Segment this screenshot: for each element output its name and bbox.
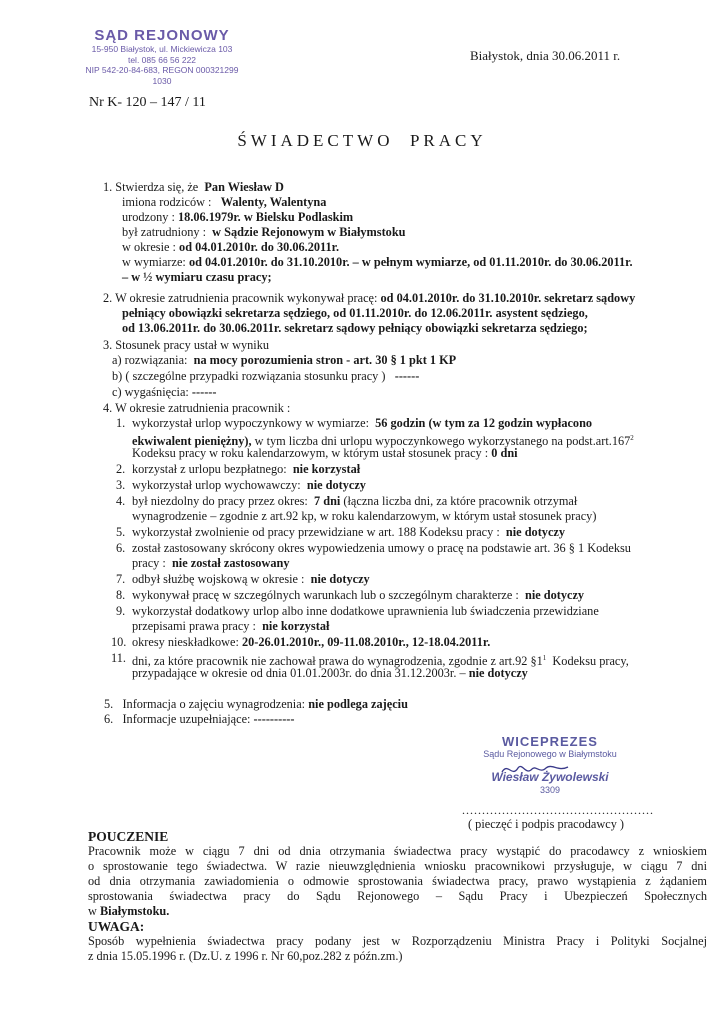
item-9-line-1: wykorzystał dodatkowy urlop albo inne dodatkowe uprawnienia lub świadczenia przewidziane bbox=[132, 604, 599, 618]
pouczenie-line-2: o sprostowanie tego świadectwa. W razie nieuwzględnienia wniosku pracownikowi przysługuje, w ciągu 7 dni bbox=[88, 859, 707, 873]
item-9-number: 9. bbox=[116, 604, 126, 618]
item-1-line-3: Kodeksu pracy w roku kalendarzowym, w którym ustał stosunek pracy : 0 dni bbox=[132, 446, 518, 460]
item-5-number: 5. bbox=[116, 525, 126, 539]
section-5-line: 5. Informacja o zajęciu wynagrodzenia: nie podlega zajęciu bbox=[104, 697, 408, 711]
termination-reason: a) rozwiązania: na mocy porozumienia stron - art. 30 § 1 pkt 1 KP bbox=[112, 353, 457, 367]
pouczenie-line-5: w Białymstoku. bbox=[88, 904, 170, 918]
employee-name: Pan Wiesław D bbox=[204, 180, 284, 194]
item-6-line-1: został zastosowany skrócony okres wypowiedzenia umowy o pracę na podstawie art. 36 § 1 Kodeksu bbox=[132, 541, 631, 555]
item-8-line: wykonywał pracę w szczególnych warunkach lub o szczególnym charakterze : nie dotyczy bbox=[132, 588, 585, 602]
item-11-line-1: dni, za które pracownik nie zachował prawa do wynagrodzenia, zgodnie z art.92 $\S 1^1$ Kodeksu pracy, bbox=[132, 654, 629, 669]
pouczenie-line-1: Pracownik może w ciągu 7 dni od dnia otrzymania świadectwa pracy wystąpić do pracodawcy z wnioskiem bbox=[88, 844, 707, 858]
item-4-line-1: był niezdolny do pracy przez okres: 7 dni (łączna liczba dni, za które pracownik otrzymał bbox=[132, 494, 578, 508]
item-2-number: 2. bbox=[116, 462, 126, 476]
handwritten-signature bbox=[500, 760, 570, 780]
item-1-line-1: wykorzystał urlop wypoczynkowy w wymiarze: 56 godzin (w tym za 12 godzin wypłacono bbox=[132, 416, 593, 430]
item-3-number: 3. bbox=[116, 478, 126, 492]
section-6-line: 6. Informacje uzupełniające: ---------- bbox=[104, 712, 295, 726]
employer-info: był zatrudniony : w Sądzie Rejonowym w Białymstoku bbox=[122, 225, 406, 239]
pouczenie-section bbox=[88, 829, 707, 964]
birth-info: urodzony : 18.06.1979r. w Bielsku Podlaskim bbox=[122, 210, 354, 224]
employment-scope-cont: – w ½ wymiaru czasu pracy; bbox=[122, 270, 272, 284]
item-7-number: 7. bbox=[116, 572, 126, 586]
court-stamp bbox=[78, 28, 246, 86]
item-8-number: 8. bbox=[116, 588, 126, 602]
stamp-phone: tel. 085 66 56 222 bbox=[127, 54, 197, 65]
signature-stamp-court: Sądu Rejonowego w Białymstoku bbox=[483, 749, 617, 759]
stamp-code: 1030 bbox=[152, 75, 172, 86]
item-1-number: 1. bbox=[116, 416, 126, 430]
signatory-name: Wiesław Żywolewski bbox=[491, 770, 609, 784]
item-11-line-2: przypadające w okresie od dnia 01.01.2003r. do dnia 31.12.2003r. – nie dotyczy bbox=[132, 666, 528, 680]
item-9-line-2: przepisami prawa pracy : nie korzystał bbox=[132, 619, 330, 633]
stamp-nip-regon: NIP 542-20-84-683, REGON 000321299 bbox=[85, 65, 239, 75]
item-1-line-2: ekwiwalent pieniężny), w tym liczba dni urlopu wypoczynkowego wykorzystanego na podst.art.167$^2$ bbox=[132, 434, 634, 449]
item-4-number: 4. bbox=[116, 494, 126, 508]
uwaga-heading: UWAGA: bbox=[88, 919, 145, 934]
item-4-line-2: wynagrodzenie – zgodnie z art.92 kp, w roku kalendarzowym, w którym ustał stosunek pracy) bbox=[132, 509, 597, 523]
section-2-line-2: pełniący obowiązki sekretarza sędziego, od 01.11.2010r. do 12.06.2011r. asystent sędziego, bbox=[122, 306, 588, 320]
section-1-line-1: 1. Stwierdza się, że Pan Wiesław D bbox=[103, 180, 284, 194]
item-6-number: 6. bbox=[116, 541, 126, 555]
pouczenie-line-3: od dnia otrzymania zawiadomienia o odmowie sprostowania świadectwa pracy, prawo wystąpienia z żądaniem bbox=[88, 874, 707, 888]
section-4-heading: 4. W okresie zatrudnienia pracownik : bbox=[103, 401, 291, 415]
item-7-line: odbył służbę wojskową w okresie : nie dotyczy bbox=[132, 572, 370, 586]
signature-caption: ( pieczęć i podpis pracodawcy ) bbox=[468, 817, 625, 831]
stamp-address: 15-950 Białystok, ul. Mickiewicza 103 bbox=[91, 44, 233, 54]
signature-stamp-title: WICEPREZES bbox=[502, 734, 598, 749]
expiration: c) wygaśnięcia: ------ bbox=[112, 385, 217, 399]
section-3-heading: 3. Stosunek pracy ustał w wyniku bbox=[103, 338, 269, 352]
stamp-title: SĄD REJONOWY bbox=[94, 27, 230, 44]
item-10-number: 10. bbox=[111, 635, 127, 649]
item-5-line: wykorzystał zwolnienie od pracy przewidziane w art. 188 Kodeksu pracy : nie dotyczy bbox=[132, 525, 566, 539]
employment-scope: w wymiarze: od 04.01.2010r. do 31.10.2010r. – w pełnym wymiarze, od 01.11.2010r. do 30.06.2011r. bbox=[122, 255, 633, 269]
pouczenie-line-4: sprostowania świadectwa pracy do Sądu Rejonowego – Sądu Pracy i Ubezpieczeń Społecznych bbox=[88, 889, 707, 903]
signatory-code: 3309 bbox=[539, 785, 561, 795]
document-title: ŚWIADECTWO PRACY bbox=[237, 131, 487, 150]
item-10-line: okresy nieskładkowe: 20-26.01.2010r., 09-11.08.2010r., 12-18.04.2011r. bbox=[132, 635, 491, 649]
item-6-line-2: pracy : nie został zastosowany bbox=[132, 556, 290, 570]
pouczenie-heading: POUCZENIE bbox=[88, 829, 169, 844]
item-11-number: 11. bbox=[111, 651, 126, 665]
signature-line: ................................................ bbox=[462, 803, 654, 817]
uwaga-line-2: z dnia 15.05.1996 r. (Dz.U. z 1996 r. Nr 60,poz.282 z późn.zm.) bbox=[88, 949, 403, 963]
special-termination: b) ( szczególne przypadki rozwiązania stosunku pracy ) ------ bbox=[112, 369, 420, 383]
parents-names: imiona rodziców : Walenty, Walentyna bbox=[122, 195, 327, 209]
item-3-line: wykorzystał urlop wychowawczy: nie dotyczy bbox=[132, 478, 366, 492]
item-2-line: korzystał z urlopu bezpłatnego: nie korzystał bbox=[132, 462, 361, 476]
employment-period: w okresie : od 04.01.2010r. do 30.06.2011r. bbox=[122, 240, 340, 254]
section-2-line-3: od 13.06.2011r. do 30.06.2011r. sekretarz sądowy pełniący obowiązki sekretarza sędziego; bbox=[122, 321, 588, 335]
section-2-line-1: 2. W okresie zatrudnienia pracownik wykonywał pracę: od 04.01.2010r. do 31.10.2010r. sekretarz sądowy bbox=[103, 291, 636, 305]
reference-number: Nr K- 120 – 147 / 11 bbox=[89, 95, 206, 110]
place-date: Białystok, dnia 30.06.2011 r. bbox=[470, 48, 621, 63]
uwaga-line-1: Sposób wypełnienia świadectwa pracy podany jest w Rozporządzeniu Ministra Pracy i Polityki Socjalnej bbox=[88, 934, 707, 948]
